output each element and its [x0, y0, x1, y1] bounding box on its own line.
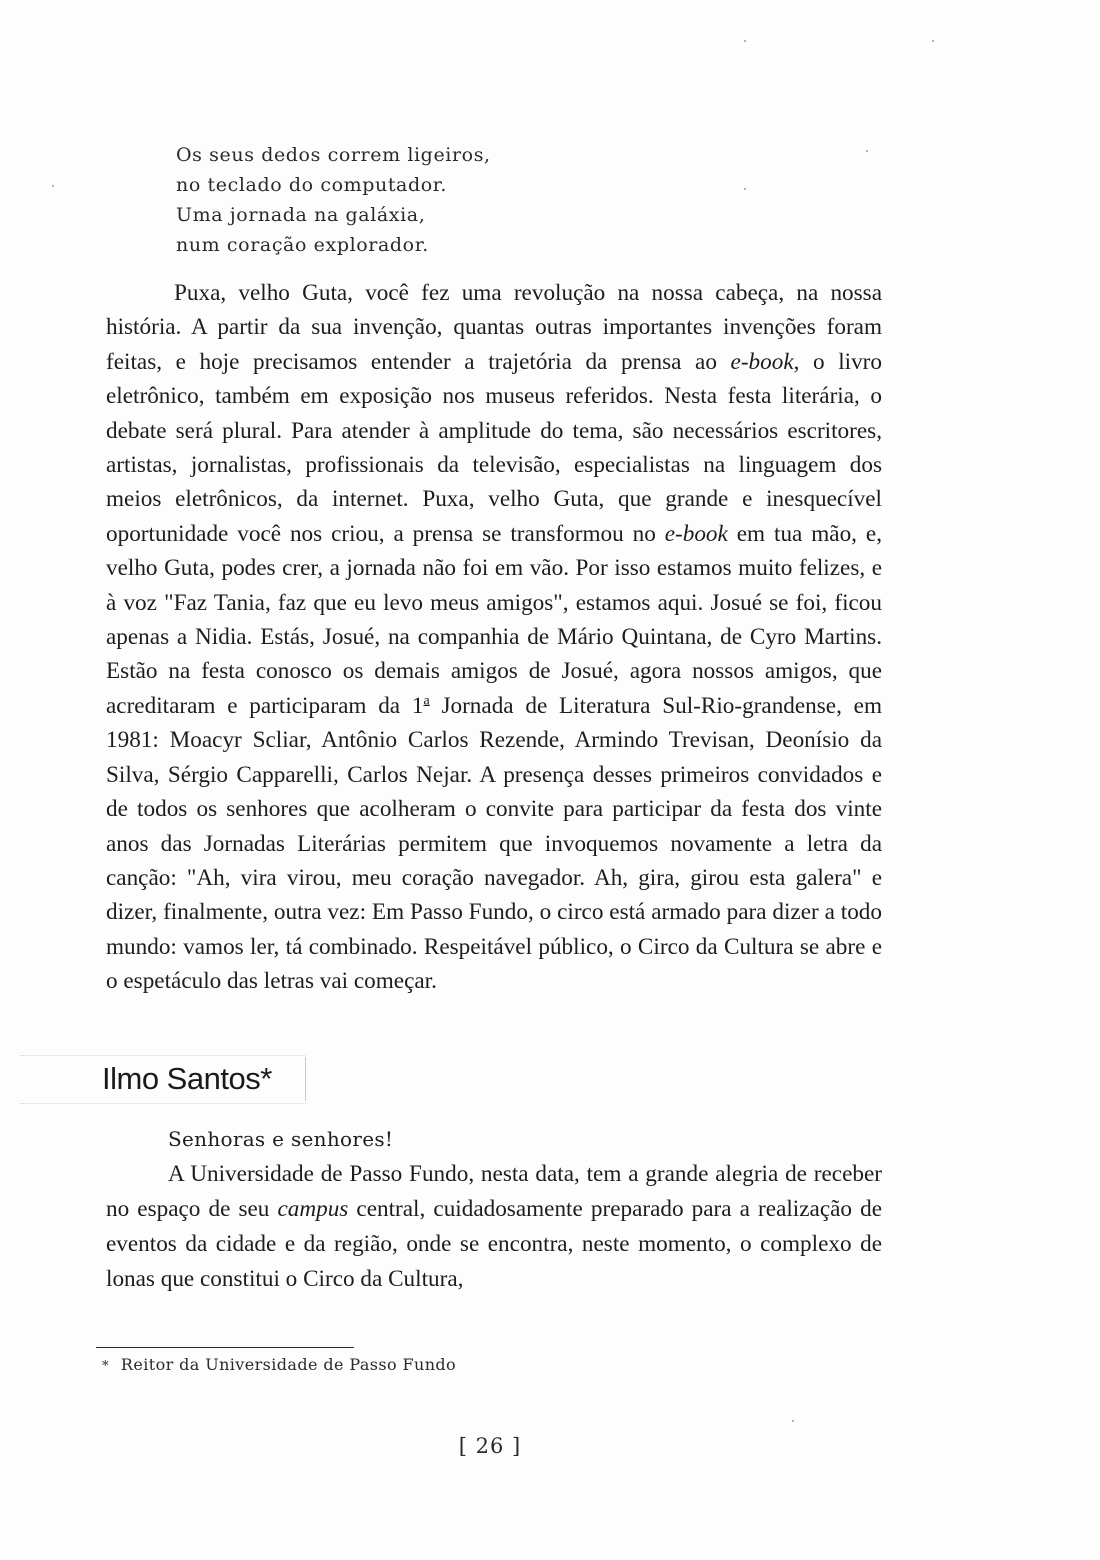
campus-term: campus	[277, 1196, 349, 1222]
body-paragraph	[106, 276, 882, 999]
scan-speck	[52, 185, 54, 187]
footnote-divider	[96, 1347, 354, 1348]
ebook-term: e-book	[664, 520, 728, 547]
paragraph-text: A Universidade de Passo Fundo, nesta data, tem a grande alegria de receber no espaço de seu	[106, 1161, 882, 1222]
ebook-term: e-book	[730, 348, 794, 375]
poem-line: num coração explorador.	[176, 234, 429, 256]
footnote-text: Reitor da Universidade de Passo Fundo	[120, 1355, 457, 1374]
footnote	[102, 1355, 456, 1374]
paragraph-text: Puxa, velho Guta, você fez uma revolução na nossa cabeça, na nossa história. A partir da sua invenção, quantas outras importantes invenções foram feitas, e hoje precisamos entender a trajetória da prensa ao	[106, 280, 882, 375]
body-paragraph-block	[106, 276, 882, 999]
footnote-mark: *	[102, 1359, 109, 1374]
scan-speck	[792, 1420, 794, 1422]
greeting-line: Senhoras e senhores!	[168, 1127, 394, 1151]
poem-stanza	[176, 140, 696, 260]
poem-line: Os seus dedos correm ligeiros,	[176, 144, 491, 166]
heading-divider	[20, 1103, 306, 1104]
paragraph-text: em tua mão, e, velho Guta, podes crer, a jornada não foi em vão. Por isso estamos muito felizes, e à voz "Faz Tania, faz que eu levo meus amigos", estamos aqui. Josué se foi, ficou apenas a Nidia. Estás, Josué, na companhia de Mário Quintana, de Cyro Martins. Estão na festa conosco os demais amigos de Josué, agora nossos amigos, que acreditaram e participaram da 1	[106, 520, 882, 719]
page-number: [ 26 ]	[458, 1434, 522, 1458]
poem-line: no teclado do computador.	[176, 174, 448, 196]
scan-speck	[932, 40, 934, 42]
scan-speck	[866, 150, 868, 152]
paragraph-text: Jornada de Literatura Sul-Rio-grandense, em 1981: Moacyr Scliar, Antônio Carlos Rezende, Armindo Trevisan, Deonísio da Silva, Sérgio Capparelli, Carlos Nejar. A presença desses primeiros convidados e de todos os senhores que acolheram o convite para participar da festa dos vinte anos das Jornadas Literárias permitem que invoquemos novamente a letra da canção: "Ah, vira virou, meu coração navegador. Ah, gira, girou esta galera" e dizer, finalmente, outra vez: Em Passo Fundo, o circo está armado para dizer a todo mundo: vamos ler, tá combinado. Respeitável público, o Circo da Cultura se abre e o espetáculo das letras vai começar.	[106, 692, 882, 995]
poem-line: Uma jornada na galáxia,	[176, 204, 426, 226]
scan-speck	[744, 188, 746, 190]
scan-speck	[744, 40, 746, 42]
heading-divider	[20, 1055, 306, 1056]
section-body	[106, 1122, 882, 1297]
section-heading: Ilmo Santos*	[102, 1057, 306, 1101]
body-paragraph	[106, 1157, 882, 1297]
ordinal-indicator: a	[423, 693, 430, 709]
paragraph-text: central, cuidadosamente preparado para a realização de eventos da cidade e da região, onde se encontra, neste momento, o complexo de lonas que constitui o Circo da Cultura,	[106, 1196, 882, 1292]
paragraph-text: , o livro eletrônico, também em exposição nos museus referidos. Nesta festa literária, o debate será plural. Para atender à amplitude do tema, são necessários escritores, artistas, jornalistas, profissionais da televisão, especialistas na linguagem dos meios eletrônicos, da internet. Puxa, velho Guta, que grande e inesquecível oportunidade você nos criou, a prensa se transformou no	[106, 348, 882, 547]
